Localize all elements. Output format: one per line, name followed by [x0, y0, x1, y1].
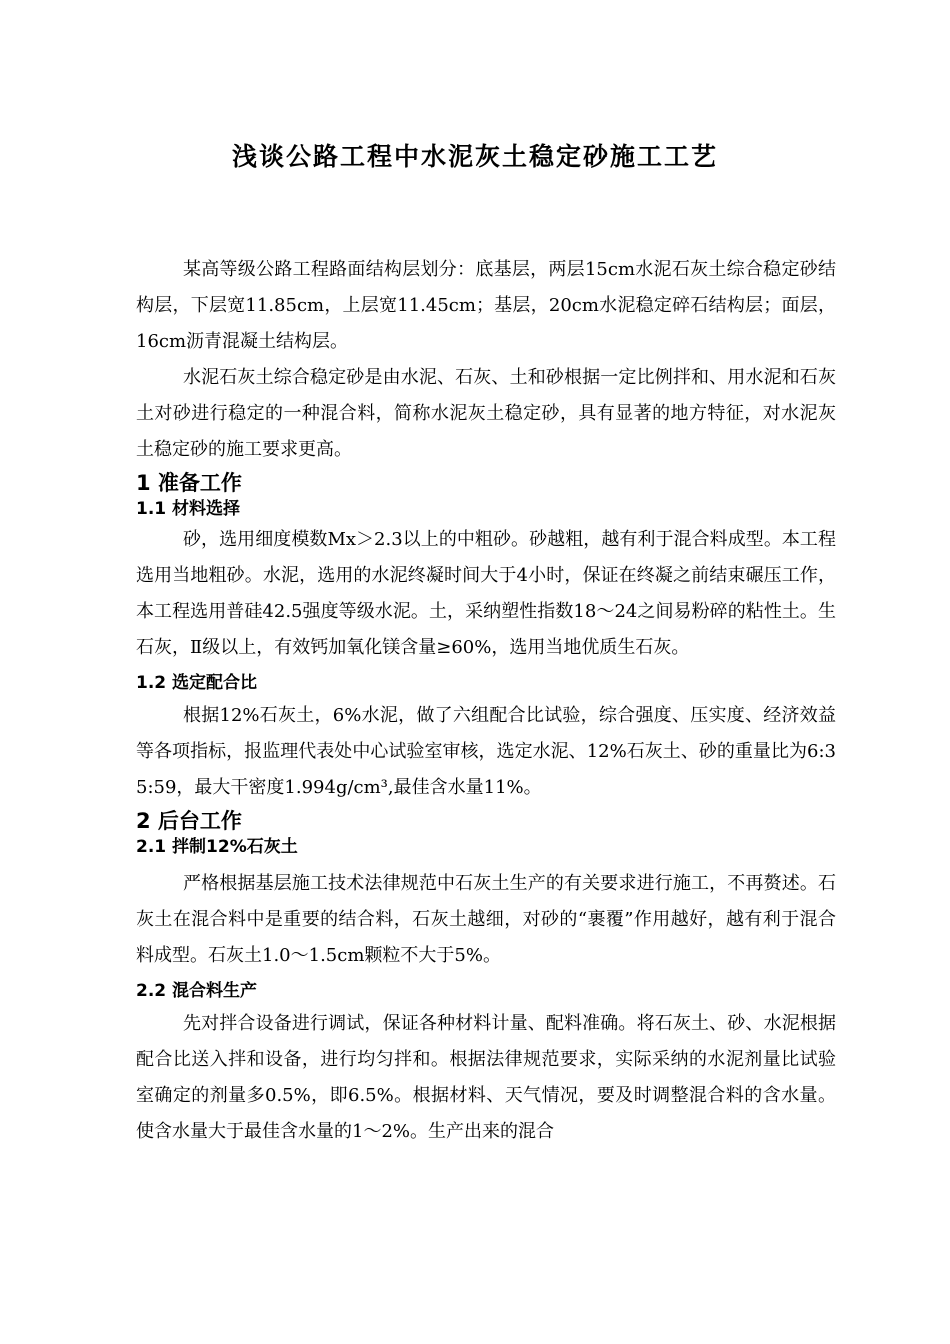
subsection-heading: 1.1 材料选择: [136, 499, 241, 519]
intro-paragraph: 水泥石灰土综合稳定砂是由水泥、石灰、土和砂根据一定比例拌和、用水泥和石灰土对砂进行稳定的一种混合料，简称水泥灰土稳定砂，具有显著的地方特征，对水泥灰土稳定砂的施工要求更高。: [136, 367, 836, 460]
body-paragraph: 严格根据基层施工技术法律规范中石灰土生产的有关要求进行施工，不再赘述。石灰土在混合料中是重要的结合料，石灰土越细，对砂的“裹覆”作用越好，越有利于混合料成型。石灰土1.0～1.5cm颗粒不大于5%。: [136, 873, 836, 966]
body-paragraph: 先对拌合设备进行调试，保证各种材料计量、配料准确。将石灰土、砂、水泥根据配合比送入拌和设备，进行均匀拌和。根据法律规范要求，实际采纳的水泥剂量比试验室确定的剂量多0.5%，即6.5%。根据材料、天气情况，要及时调整混合料的含水量。使含水量大于最佳含水量的1～2%。生产出来的混合: [136, 1013, 836, 1142]
document-body: [136, 252, 836, 1150]
section-heading: 1 准备工作: [136, 471, 242, 495]
body-paragraph: 根据12%石灰土，6%水泥，做了六组配合比试验，综合强度、压实度、经济效益等各项指标，报监理代表处中心试验室审核，选定水泥、12%石灰土、砂的重量比为6:35:59，最大干密度1.994g/cm³,最佳含水量11%。: [136, 705, 836, 798]
document-title: 浅谈公路工程中水泥灰土稳定砂施工工艺: [231, 142, 718, 171]
subsection-heading: 2.1 拌制12%石灰土: [136, 837, 298, 857]
intro-paragraph: 某高等级公路工程路面结构层划分：底基层，两层15cm水泥石灰土综合稳定砂结构层，下层宽11.85cm，上层宽11.45cm；基层，20cm水泥稳定碎石结构层；面层，16cm沥青混凝土结构层。: [136, 259, 836, 352]
section-heading: 2 后台工作: [136, 809, 242, 833]
subsection-heading: 1.2 选定配合比: [136, 673, 258, 693]
body-paragraph: 砂，选用细度模数Mx＞2.3以上的中粗砂。砂越粗，越有利于混合料成型。本工程选用当地粗砂。水泥，选用的水泥终凝时间大于4小时，保证在终凝之前结束碾压工作，本工程选用普硅42.5强度等级水泥。土，采纳塑性指数18～24之间易粉碎的粘性土。生石灰，Ⅱ级以上，有效钙加氧化镁含量≥60%，选用当地优质生石灰。: [136, 529, 836, 658]
subsection-heading: 2.2 混合料生产: [136, 981, 258, 1001]
